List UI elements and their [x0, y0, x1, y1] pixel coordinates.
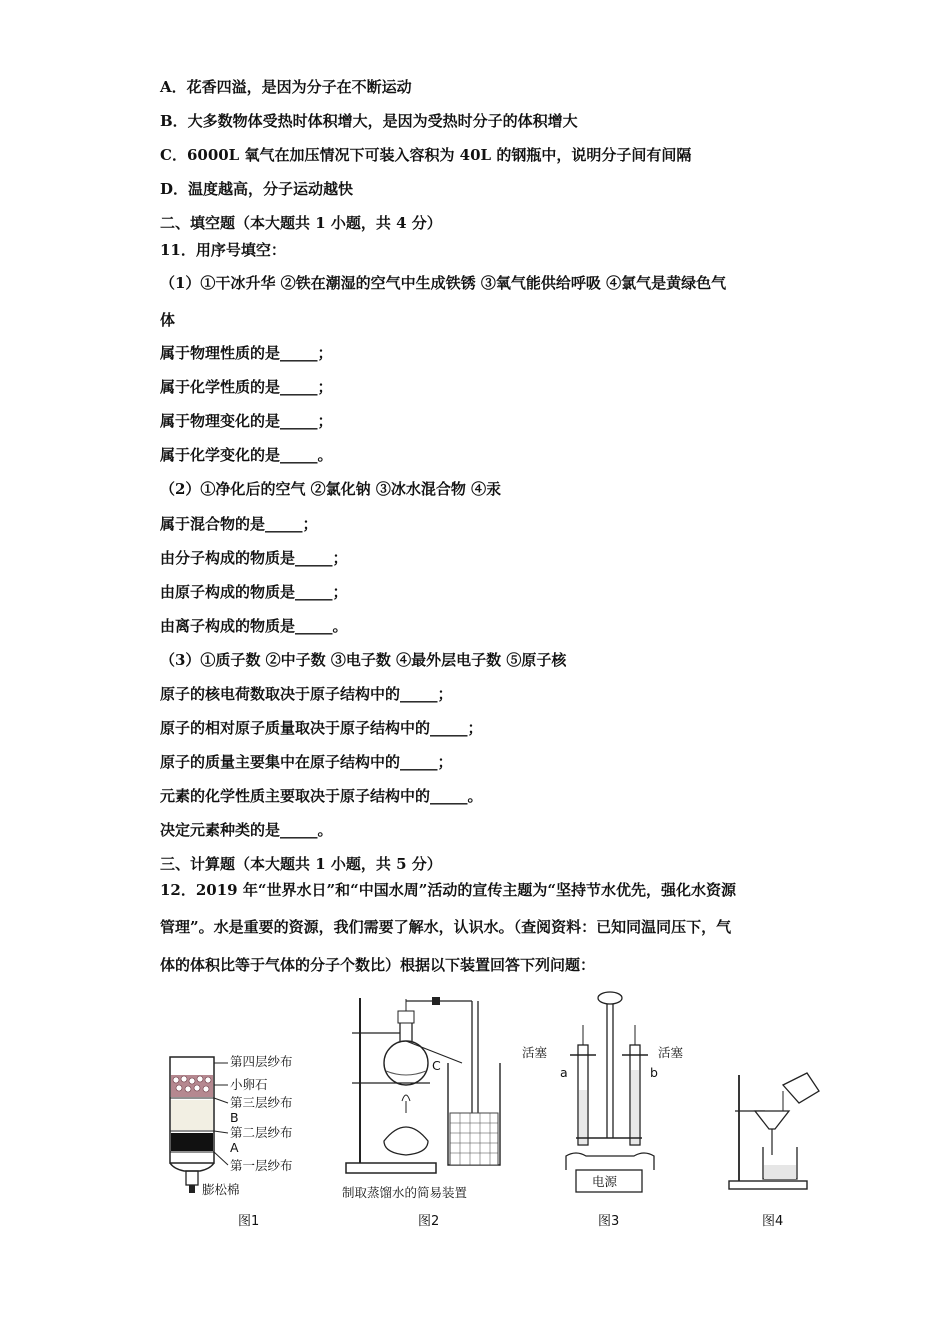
- q11-p3-blank-b: 原子的相对原子质量取决于原子结构中的_____；: [160, 719, 483, 737]
- q11-p3-blank-d: 元素的化学性质主要取决于原子结构中的_____。: [160, 787, 483, 805]
- section2-heading: 二、填空题（本大题共 1 小题，共 4 分）: [160, 214, 442, 232]
- cotton-label: 膨松棉: [202, 1182, 240, 1197]
- filtration-diagram: [725, 1065, 825, 1195]
- figure-1-caption: 图1: [238, 1214, 260, 1229]
- q11-p2-blank-a: 属于混合物的是_____；: [160, 515, 318, 533]
- q11-part3: （3）①质子数 ②中子数 ③电子数 ④最外层电子数 ⑤原子核: [160, 651, 567, 669]
- layer1-label: 第一层纱布: [230, 1158, 293, 1173]
- q11-part2: （2）①净化后的空气 ②氯化钠 ③冰水混合物 ④汞: [160, 480, 502, 498]
- figure-1-water-filter: [160, 1045, 310, 1205]
- label-b: B: [230, 1110, 239, 1125]
- q11-p3-blank-c: 原子的质量主要集中在原子结构中的_____；: [160, 753, 453, 771]
- option-d: D．温度越高，分子运动越快: [160, 180, 354, 198]
- q11-p3-blank-a: 原子的核电荷数取决于原子结构中的_____；: [160, 685, 453, 703]
- figure-3-electrolysis: [520, 990, 690, 1200]
- option-c: C．6000L 氧气在加压情况下可装入容积为 40L 的钢瓶中，说明分子间有间隔: [160, 146, 692, 164]
- q11-p2-blank-b: 由分子构成的物质是_____；: [160, 549, 348, 567]
- pebble-label: 小卵石: [230, 1077, 268, 1092]
- section3-heading: 三、计算题（本大题共 1 小题，共 5 分）: [160, 855, 442, 873]
- question-12-line2: 管理”。水是重要的资源，我们需要了解水，认识水。（查阅资料：已知同温同压下，气: [160, 918, 732, 936]
- q11-p1-blank-d: 属于化学变化的是_____。: [160, 446, 333, 464]
- q11-p1-blank-c: 属于物理变化的是_____；: [160, 412, 333, 430]
- figure-4-filtration: [725, 1065, 825, 1195]
- figure-3-caption: 图3: [598, 1214, 620, 1229]
- q11-part1-cont: 体: [160, 311, 176, 329]
- q11-p2-blank-c: 由原子构成的物质是_____；: [160, 583, 348, 601]
- q11-part1: （1）①干冰升华 ②铁在潮湿的空气中生成铁锈 ③氧气能供给呼吸 ④氯气是黄绿色气: [160, 274, 727, 292]
- question-12-line1: 12．2019 年“世界水日”和“中国水周”活动的宣传主题为“坚持节水优先，强化水资源: [160, 881, 736, 899]
- layer4-label: 第四层纱布: [230, 1054, 293, 1069]
- q11-p3-blank-e: 决定元素种类的是_____。: [160, 821, 333, 839]
- layer2-label: 第二层纱布: [230, 1125, 293, 1140]
- q11-p1-blank-b: 属于化学性质的是_____；: [160, 378, 333, 396]
- valve-left-label: 活塞: [522, 1045, 548, 1060]
- figure-2-distillation: [340, 993, 510, 1203]
- question-11: 11．用序号填空：: [160, 241, 286, 259]
- figure-4-caption: 图4: [762, 1214, 784, 1229]
- question-12-line3: 体的体积比等于气体的分子个数比）根据以下装置回答下列问题：: [160, 956, 596, 974]
- q11-p2-blank-d: 由离子构成的物质是_____。: [160, 617, 348, 635]
- label-a: A: [230, 1140, 239, 1155]
- electrolysis-diagram: [520, 990, 690, 1200]
- distillation-diagram: [340, 993, 510, 1183]
- valve-right-label: 活塞: [658, 1045, 684, 1060]
- label-c: C: [432, 1058, 441, 1073]
- layer3-label: 第三层纱布: [230, 1095, 293, 1110]
- power-source-label: 电源: [592, 1174, 618, 1189]
- option-b: B．大多数物体受热时体积增大，是因为受热时分子的体积增大: [160, 112, 578, 130]
- tube-b-label: b: [650, 1065, 658, 1080]
- q11-p1-blank-a: 属于物理性质的是_____；: [160, 344, 333, 362]
- figure-2-caption: 图2: [418, 1214, 440, 1229]
- option-a: A．花香四溢，是因为分子在不断运动: [160, 78, 412, 96]
- distillation-title: 制取蒸馏水的简易装置: [342, 1185, 468, 1200]
- tube-a-label: a: [560, 1065, 568, 1080]
